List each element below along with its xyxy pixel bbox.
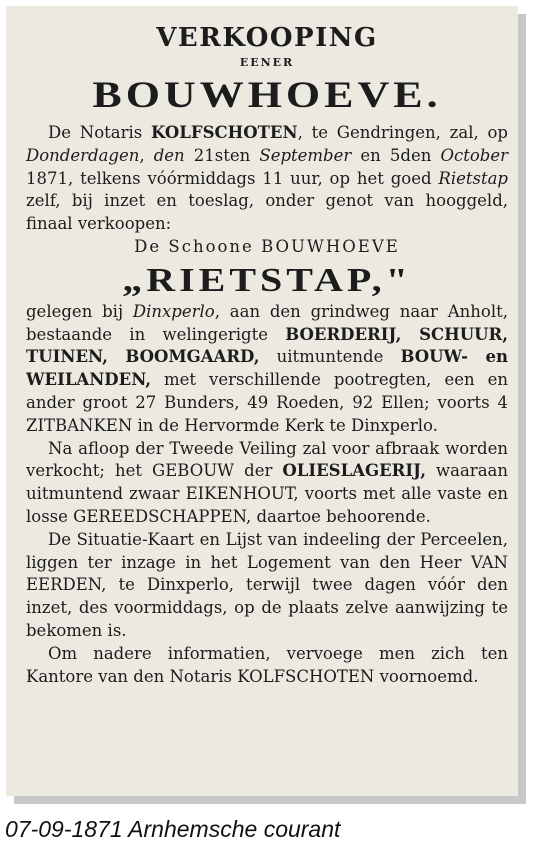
month-text: October xyxy=(440,145,508,165)
paragraph-demolition xyxy=(26,438,508,529)
paragraph-information: Om nadere informatien, vervoege men zich ten Kantore van den Notaris KOLFSCHOTEN voornoemd. xyxy=(26,643,508,686)
text-span: 1871, telkens vóórmiddags 11 uur, op het goed xyxy=(26,168,439,188)
text-span: 21sten xyxy=(184,145,260,165)
advert-subheading: EENER xyxy=(239,56,295,69)
text-span: met verschillende pootregten, een en ander groot 27 Bunders, 49 Roeden, 92 Ellen; voorts 4 ZITBANKEN in de Hervormde Kerk te Dinxperlo. xyxy=(26,370,508,435)
den-text: den xyxy=(153,145,185,165)
text-span: gelegen bij xyxy=(26,301,133,321)
town-name: Dinxperlo xyxy=(132,301,215,321)
text-span: , te Gendringen, zal, op xyxy=(297,123,508,142)
advertisement-text xyxy=(26,22,508,688)
text-span: waaraan uitmuntend zwaar EIKENHOUT, voorts met alle vaste en losse GEREEDSCHAPPEN, daartoe behoorende. xyxy=(26,461,508,526)
paragraph-inspection: De Situatie-Kaart en Lijst van indeeling der Perceelen, liggen ter inzage in het Logement van den Heer VAN EERDEN, te Dinxperlo, terwijl twee dagen vóór den inzet, des voormiddags, op de plaats zelve aanwijzing te bekomen is. xyxy=(26,529,508,640)
land-list: BOUW- en WEILANDEN, xyxy=(26,347,508,390)
source-caption: 07-09-1871 Arnhemsche courant xyxy=(5,816,341,842)
advert-big-title: BOUWHOEVE. xyxy=(92,73,442,116)
day-text: Donderdagen xyxy=(26,145,140,165)
text-span: zelf, bij inzet en toeslag, onder genot van hooggeld, finaal verkoopen: xyxy=(26,191,508,234)
text-span: De Notaris xyxy=(48,123,152,142)
place-name: Rietstap xyxy=(438,168,508,188)
schoone-bouwhoeve-line: De Schoone BOUWHOEVE xyxy=(134,236,400,256)
text-span: Na afloop der Tweede Veiling zal voor afbraak worden verkocht; het GEBOUW der xyxy=(26,438,508,481)
text-span: uitmuntende xyxy=(259,347,401,367)
farm-name-rietstap: „RIETSTAP," xyxy=(122,260,412,299)
newspaper-clipping xyxy=(6,6,518,796)
text-span: , xyxy=(139,145,154,165)
paragraph-description xyxy=(26,301,508,438)
oil-mill-name: OLIESLAGERIJ, xyxy=(282,461,426,481)
advert-heading: VERKOOPING xyxy=(156,23,378,53)
text-span: en 5den xyxy=(351,145,441,165)
paragraph-sale-notice xyxy=(26,122,508,236)
buildings-list: BOERDERIJ, SCHUUR, TUINEN, BOOMGAARD, xyxy=(26,324,508,367)
text-span: , aan den grindweg naar Anholt, bestaande in welingerigte xyxy=(26,301,508,344)
notary-name: KOLFSCHOTEN xyxy=(151,123,298,142)
month-text: September xyxy=(259,145,352,165)
